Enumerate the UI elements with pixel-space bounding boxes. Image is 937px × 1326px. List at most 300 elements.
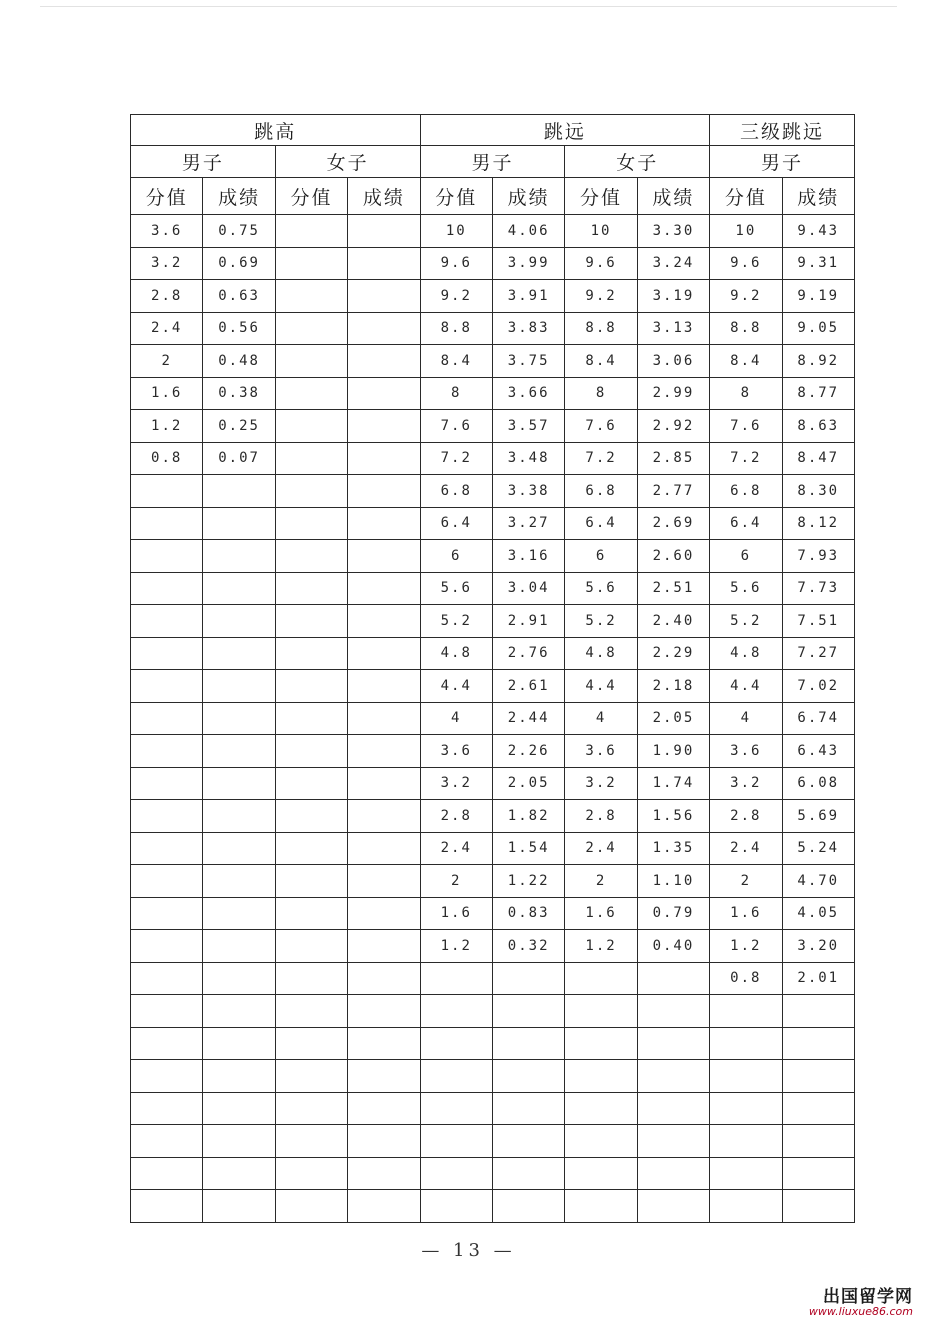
result-cell — [203, 1027, 275, 1060]
result-cell: 2.29 — [637, 637, 709, 670]
score-cell — [275, 865, 347, 898]
result-cell — [637, 1157, 709, 1190]
score-cell: 8 — [710, 377, 782, 410]
result-cell — [492, 1157, 564, 1190]
score-cell: 4.4 — [420, 670, 492, 703]
result-cell — [203, 540, 275, 573]
score-cell: 2 — [710, 865, 782, 898]
table-row — [131, 215, 855, 248]
score-cell — [131, 832, 203, 865]
result-cell: 0.75 — [203, 215, 275, 248]
score-cell — [275, 540, 347, 573]
score-cell — [275, 897, 347, 930]
score-cell: 9.6 — [565, 247, 637, 280]
score-cell: 9.6 — [710, 247, 782, 280]
score-cell: 3.6 — [131, 215, 203, 248]
result-cell: 5.24 — [782, 832, 854, 865]
score-cell: 2 — [565, 865, 637, 898]
result-cell — [348, 507, 420, 540]
result-cell: 0.83 — [492, 897, 564, 930]
score-cell — [710, 1125, 782, 1158]
score-cell — [275, 507, 347, 540]
result-cell: 3.75 — [492, 345, 564, 378]
score-cell — [420, 1190, 492, 1223]
result-cell — [203, 767, 275, 800]
result-cell — [203, 605, 275, 638]
result-cell: 3.91 — [492, 280, 564, 313]
score-cell — [131, 800, 203, 833]
table-row — [131, 475, 855, 508]
result-cell: 8.63 — [782, 410, 854, 443]
result-cell — [203, 832, 275, 865]
score-cell: 8.4 — [710, 345, 782, 378]
score-cell — [420, 962, 492, 995]
result-cell: 1.22 — [492, 865, 564, 898]
score-cell: 8.8 — [420, 312, 492, 345]
result-cell — [348, 345, 420, 378]
result-cell: 8.12 — [782, 507, 854, 540]
high-jump-female-header: 女子 — [275, 146, 420, 178]
score-cell — [565, 1157, 637, 1190]
triple-jump-male-header: 男子 — [710, 146, 855, 178]
result-cell: 8.30 — [782, 475, 854, 508]
score-cell — [275, 345, 347, 378]
long-jump-male-header: 男子 — [420, 146, 565, 178]
result-cell: 3.57 — [492, 410, 564, 443]
score-cell: 4.8 — [420, 637, 492, 670]
score-cell — [131, 475, 203, 508]
score-cell — [275, 1190, 347, 1223]
result-cell — [492, 1060, 564, 1093]
score-cell — [131, 605, 203, 638]
score-cell: 5.2 — [710, 605, 782, 638]
table-row — [131, 312, 855, 345]
result-cell — [492, 1125, 564, 1158]
score-cell: 1.2 — [710, 930, 782, 963]
result-cell: 1.54 — [492, 832, 564, 865]
table-row — [131, 897, 855, 930]
result-cell: 2.99 — [637, 377, 709, 410]
score-cell: 1.2 — [565, 930, 637, 963]
result-cell — [203, 995, 275, 1028]
result-cell — [348, 377, 420, 410]
result-cell: 1.56 — [637, 800, 709, 833]
result-cell: 9.43 — [782, 215, 854, 248]
result-cell — [203, 930, 275, 963]
score-cell — [420, 1157, 492, 1190]
score-cell — [275, 962, 347, 995]
result-cell: 4.06 — [492, 215, 564, 248]
score-cell: 9.6 — [420, 247, 492, 280]
score-cell — [420, 995, 492, 1028]
result-cell — [348, 442, 420, 475]
score-cell: 7.2 — [565, 442, 637, 475]
table-row — [131, 1157, 855, 1190]
score-cell — [131, 540, 203, 573]
column-header-result: 成绩 — [637, 178, 709, 215]
score-cell — [131, 1027, 203, 1060]
table-row — [131, 507, 855, 540]
score-cell: 4 — [565, 702, 637, 735]
score-table — [130, 114, 855, 1223]
score-cell — [275, 410, 347, 443]
table-row — [131, 247, 855, 280]
score-cell: 3.6 — [710, 735, 782, 768]
result-cell: 3.38 — [492, 475, 564, 508]
score-cell: 10 — [710, 215, 782, 248]
score-cell: 2.4 — [420, 832, 492, 865]
result-cell: 8.77 — [782, 377, 854, 410]
score-cell: 1.2 — [131, 410, 203, 443]
score-cell — [275, 832, 347, 865]
score-cell: 6.4 — [565, 507, 637, 540]
score-cell — [131, 507, 203, 540]
result-cell: 0.56 — [203, 312, 275, 345]
score-cell: 3.2 — [420, 767, 492, 800]
result-cell: 9.31 — [782, 247, 854, 280]
score-cell — [275, 1125, 347, 1158]
score-cell — [131, 1092, 203, 1125]
result-cell: 2.69 — [637, 507, 709, 540]
column-header-result: 成绩 — [203, 178, 275, 215]
score-cell — [275, 995, 347, 1028]
result-cell — [348, 572, 420, 605]
score-cell — [565, 1060, 637, 1093]
score-cell: 5.6 — [565, 572, 637, 605]
score-cell: 0.8 — [710, 962, 782, 995]
table-row — [131, 670, 855, 703]
high-jump-header: 跳高 — [131, 115, 421, 146]
result-cell: 3.19 — [637, 280, 709, 313]
result-cell: 3.30 — [637, 215, 709, 248]
score-cell: 4.8 — [710, 637, 782, 670]
score-cell — [420, 1027, 492, 1060]
score-cell: 6.8 — [420, 475, 492, 508]
result-cell — [782, 1092, 854, 1125]
score-cell: 6.8 — [565, 475, 637, 508]
result-cell — [203, 1157, 275, 1190]
result-cell: 9.05 — [782, 312, 854, 345]
result-cell — [348, 670, 420, 703]
score-cell — [275, 1060, 347, 1093]
result-cell — [348, 1125, 420, 1158]
score-cell: 3.2 — [131, 247, 203, 280]
score-cell: 3.6 — [420, 735, 492, 768]
page-number: — 13 — — [421, 1240, 516, 1261]
score-cell: 8.4 — [420, 345, 492, 378]
score-cell: 10 — [565, 215, 637, 248]
column-header-result: 成绩 — [348, 178, 420, 215]
score-cell — [275, 377, 347, 410]
result-cell — [348, 897, 420, 930]
table-row — [131, 637, 855, 670]
score-cell — [131, 897, 203, 930]
result-cell — [782, 1157, 854, 1190]
score-cell: 1.2 — [420, 930, 492, 963]
result-cell — [348, 767, 420, 800]
score-cell: 0.8 — [131, 442, 203, 475]
result-cell — [637, 1060, 709, 1093]
score-cell — [131, 1190, 203, 1223]
score-cell — [131, 1125, 203, 1158]
score-cell — [565, 995, 637, 1028]
score-cell: 6.8 — [710, 475, 782, 508]
score-cell — [275, 442, 347, 475]
result-cell: 7.27 — [782, 637, 854, 670]
table-row — [131, 930, 855, 963]
score-cell — [131, 735, 203, 768]
score-cell: 8 — [565, 377, 637, 410]
score-cell — [420, 1060, 492, 1093]
result-cell: 3.13 — [637, 312, 709, 345]
score-cell: 5.2 — [565, 605, 637, 638]
score-cell — [275, 930, 347, 963]
score-cell: 5.6 — [710, 572, 782, 605]
result-cell: 6.08 — [782, 767, 854, 800]
score-cell: 1.6 — [420, 897, 492, 930]
table-row — [131, 962, 855, 995]
result-cell — [492, 995, 564, 1028]
score-cell — [565, 1092, 637, 1125]
result-cell — [348, 540, 420, 573]
result-cell — [203, 735, 275, 768]
score-cell: 1.6 — [131, 377, 203, 410]
score-cell: 3.6 — [565, 735, 637, 768]
result-cell: 0.48 — [203, 345, 275, 378]
score-cell — [275, 637, 347, 670]
score-cell — [710, 1190, 782, 1223]
score-cell — [710, 1060, 782, 1093]
result-cell — [203, 507, 275, 540]
result-cell — [203, 1092, 275, 1125]
score-cell: 9.2 — [420, 280, 492, 313]
high-jump-male-header: 男子 — [131, 146, 276, 178]
score-cell — [565, 962, 637, 995]
result-cell: 0.69 — [203, 247, 275, 280]
result-cell — [348, 1092, 420, 1125]
table-row — [131, 995, 855, 1028]
score-cell — [131, 995, 203, 1028]
score-cell — [565, 1027, 637, 1060]
result-cell — [203, 1125, 275, 1158]
result-cell: 3.66 — [492, 377, 564, 410]
score-cell — [275, 247, 347, 280]
result-cell — [492, 1092, 564, 1125]
score-cell — [275, 800, 347, 833]
result-cell — [348, 410, 420, 443]
table-row — [131, 1092, 855, 1125]
result-cell — [203, 865, 275, 898]
score-cell — [131, 1157, 203, 1190]
score-cell: 10 — [420, 215, 492, 248]
score-cell — [275, 1027, 347, 1060]
result-cell — [348, 1060, 420, 1093]
result-cell — [203, 702, 275, 735]
column-header-result: 成绩 — [492, 178, 564, 215]
result-cell — [348, 930, 420, 963]
result-cell: 2.92 — [637, 410, 709, 443]
result-cell: 8.92 — [782, 345, 854, 378]
result-cell: 1.35 — [637, 832, 709, 865]
score-cell: 8 — [420, 377, 492, 410]
result-cell — [348, 735, 420, 768]
result-cell: 2.05 — [637, 702, 709, 735]
result-cell: 1.74 — [637, 767, 709, 800]
score-cell — [275, 1157, 347, 1190]
long-jump-header: 跳远 — [420, 115, 710, 146]
result-cell: 0.07 — [203, 442, 275, 475]
score-cell: 8.8 — [710, 312, 782, 345]
result-cell — [348, 1027, 420, 1060]
score-cell — [131, 572, 203, 605]
result-cell: 0.40 — [637, 930, 709, 963]
result-cell — [203, 475, 275, 508]
score-cell: 8.4 — [565, 345, 637, 378]
result-cell: 2.40 — [637, 605, 709, 638]
score-cell: 7.2 — [420, 442, 492, 475]
result-cell — [348, 800, 420, 833]
score-cell: 4.8 — [565, 637, 637, 670]
score-cell: 5.6 — [420, 572, 492, 605]
result-cell — [203, 962, 275, 995]
table-row — [131, 832, 855, 865]
score-cell: 6 — [420, 540, 492, 573]
score-cell — [275, 1092, 347, 1125]
result-cell — [348, 247, 420, 280]
score-cell — [131, 1060, 203, 1093]
result-cell: 3.06 — [637, 345, 709, 378]
table-row — [131, 865, 855, 898]
score-cell: 2 — [420, 865, 492, 898]
result-cell — [782, 995, 854, 1028]
result-cell — [782, 1190, 854, 1223]
result-cell: 4.70 — [782, 865, 854, 898]
table-row — [131, 702, 855, 735]
result-cell: 2.91 — [492, 605, 564, 638]
score-cell: 9.2 — [710, 280, 782, 313]
result-cell — [782, 1060, 854, 1093]
score-cell — [275, 670, 347, 703]
result-cell: 3.20 — [782, 930, 854, 963]
result-cell — [348, 215, 420, 248]
score-cell: 2.8 — [131, 280, 203, 313]
result-cell — [637, 1125, 709, 1158]
score-cell: 7.2 — [710, 442, 782, 475]
table-row — [131, 605, 855, 638]
column-header-score: 分值 — [131, 178, 203, 215]
result-cell — [348, 1190, 420, 1223]
score-cell: 6.4 — [420, 507, 492, 540]
result-cell — [348, 312, 420, 345]
result-cell — [348, 605, 420, 638]
column-header-score: 分值 — [420, 178, 492, 215]
table-row — [131, 377, 855, 410]
score-cell: 2.8 — [710, 800, 782, 833]
result-cell — [348, 995, 420, 1028]
result-cell: 8.47 — [782, 442, 854, 475]
score-cell: 4 — [710, 702, 782, 735]
score-cell — [710, 1157, 782, 1190]
score-cell: 2.4 — [131, 312, 203, 345]
result-cell — [203, 1060, 275, 1093]
triple-jump-header: 三级跳远 — [710, 115, 855, 146]
result-cell: 3.83 — [492, 312, 564, 345]
score-cell: 4 — [420, 702, 492, 735]
score-cell: 6.4 — [710, 507, 782, 540]
score-cell — [275, 572, 347, 605]
score-cell — [420, 1125, 492, 1158]
score-cell — [131, 962, 203, 995]
result-cell: 7.93 — [782, 540, 854, 573]
result-cell — [203, 572, 275, 605]
result-cell: 2.44 — [492, 702, 564, 735]
score-cell — [565, 1125, 637, 1158]
score-cell — [710, 1092, 782, 1125]
score-cell: 2.8 — [420, 800, 492, 833]
score-cell: 6 — [565, 540, 637, 573]
table-row — [131, 800, 855, 833]
score-cell — [131, 767, 203, 800]
score-cell — [131, 702, 203, 735]
score-cell — [565, 1190, 637, 1223]
table-body — [131, 215, 855, 1223]
result-cell: 2.60 — [637, 540, 709, 573]
result-cell — [348, 832, 420, 865]
result-cell — [203, 897, 275, 930]
watermark-name: 出国留学网 — [823, 1286, 913, 1307]
watermark-url: www.liuxue86.com — [808, 1305, 913, 1319]
score-cell — [131, 930, 203, 963]
score-cell — [275, 215, 347, 248]
score-cell: 7.6 — [565, 410, 637, 443]
result-cell — [348, 1157, 420, 1190]
score-cell — [710, 995, 782, 1028]
score-cell — [131, 865, 203, 898]
score-cell — [275, 735, 347, 768]
score-cell — [131, 637, 203, 670]
score-cell — [275, 605, 347, 638]
result-cell: 0.25 — [203, 410, 275, 443]
result-cell — [348, 280, 420, 313]
result-cell — [348, 962, 420, 995]
score-cell: 9.2 — [565, 280, 637, 313]
result-cell: 0.63 — [203, 280, 275, 313]
result-cell: 2.77 — [637, 475, 709, 508]
result-cell: 0.32 — [492, 930, 564, 963]
result-cell: 3.99 — [492, 247, 564, 280]
column-header-score: 分值 — [565, 178, 637, 215]
result-cell: 6.74 — [782, 702, 854, 735]
column-header-result: 成绩 — [782, 178, 854, 215]
table-row — [131, 1125, 855, 1158]
result-cell: 3.27 — [492, 507, 564, 540]
score-cell: 3.2 — [565, 767, 637, 800]
result-cell — [637, 1092, 709, 1125]
result-cell: 4.05 — [782, 897, 854, 930]
result-cell: 9.19 — [782, 280, 854, 313]
result-cell: 5.69 — [782, 800, 854, 833]
result-cell: 7.02 — [782, 670, 854, 703]
table-row — [131, 442, 855, 475]
result-cell — [203, 637, 275, 670]
score-cell — [420, 1092, 492, 1125]
result-cell: 2.51 — [637, 572, 709, 605]
result-cell — [203, 670, 275, 703]
result-cell — [203, 1190, 275, 1223]
table-row — [131, 280, 855, 313]
result-cell: 0.79 — [637, 897, 709, 930]
table-row — [131, 767, 855, 800]
